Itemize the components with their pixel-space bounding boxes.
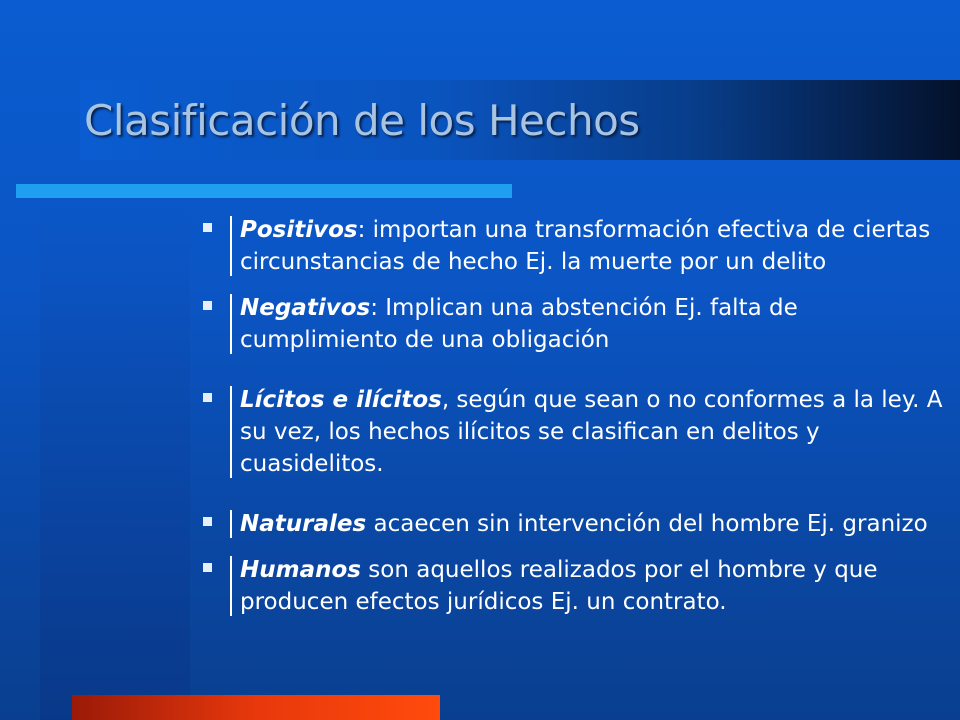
bullet-list: [200, 214, 950, 618]
item-term: Humanos: [240, 557, 361, 583]
list-item: [200, 508, 950, 540]
item-description: , según que sean o no conformes a la ley. A su vez, los hechos ilícitos se clasifican en delitos y cuasidelitos.: [240, 387, 943, 477]
item-term: Negativos: [240, 295, 371, 321]
square-bullet-icon: [203, 517, 212, 526]
list-item-text: [232, 384, 950, 480]
list-item: [200, 292, 950, 356]
vertical-divider: [230, 216, 232, 276]
list-item-text: [232, 508, 950, 540]
vertical-divider: [230, 556, 232, 616]
item-term: Positivos: [240, 217, 358, 243]
item-term: Naturales: [240, 511, 367, 537]
item-description: acaecen sin intervención del hombre Ej. granizo: [366, 511, 928, 537]
accent-line: [16, 184, 512, 198]
list-item: [200, 554, 950, 618]
decorative-left-strip: [40, 200, 190, 720]
square-bullet-icon: [203, 301, 212, 310]
item-term: Lícitos e ilícitos: [240, 387, 442, 413]
bottom-accent-bar: [72, 695, 440, 720]
list-item-text: [232, 554, 950, 618]
vertical-divider: [230, 510, 232, 538]
list-item-text: [232, 292, 950, 356]
square-bullet-icon: [203, 223, 212, 232]
vertical-divider: [230, 294, 232, 354]
item-description: : Implican una abstención Ej. falta de cumplimiento de una obligación: [240, 295, 798, 353]
item-description: : importan una transformación efectiva de ciertas circunstancias de hecho Ej. la muerte por un delito: [240, 217, 931, 275]
list-item: [200, 214, 950, 278]
list-item: [200, 384, 950, 480]
item-description: son aquellos realizados por el hombre y que producen efectos jurídicos Ej. un contrato.: [240, 557, 878, 615]
vertical-divider: [230, 386, 232, 478]
square-bullet-icon: [203, 393, 212, 402]
list-item-text: [232, 214, 950, 278]
square-bullet-icon: [203, 563, 212, 572]
slide-title: Clasificación de los Hechos: [84, 96, 640, 145]
